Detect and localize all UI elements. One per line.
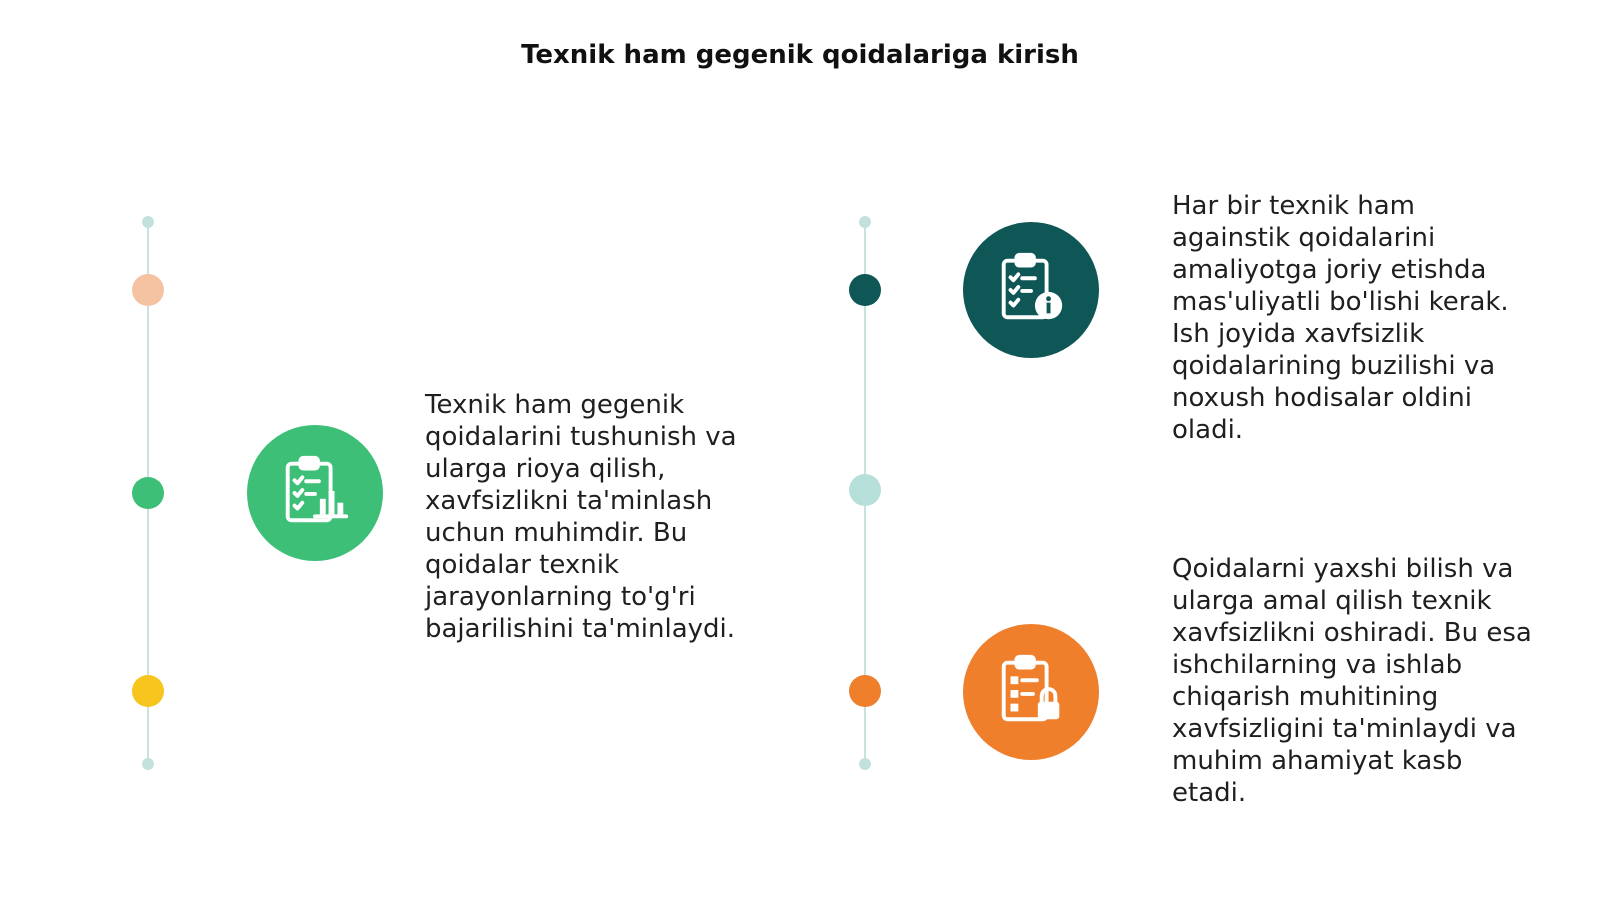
- right-timeline-dot-orange: [849, 675, 881, 707]
- left-timeline-end-dot: [142, 758, 154, 770]
- page-title: Texnik ham gegenik qoidalariga kirish: [521, 40, 1079, 70]
- right-timeline-dot-light-teal: [849, 474, 881, 506]
- clipboard-info-icon: [992, 249, 1070, 331]
- left-timeline-dot-yellow: [132, 675, 164, 707]
- clipboard-chart-icon: [276, 452, 354, 534]
- right-timeline-dot-dark-teal: [849, 274, 881, 306]
- left-timeline-dot-green: [132, 477, 164, 509]
- item-2-text: Har bir texnik ham againstik qoidalarini amaliyotga joriy etishda mas'uliyatli bo'lishi kerak. Ish joyida xavfsizlik qoidalarining buzilishi va noxush hodisalar oldini oladi.: [1172, 191, 1509, 445]
- item-3-text: Qoidalarni yaxshi bilish va ularga amal qilish texnik xavfsizlikni oshiradi. Bu esa ishchilarning va ishlab chiqarish muhitining xavfsizligini ta'minlaydi va muhim ahamiyat kasb etadi.: [1172, 554, 1532, 808]
- clipboard-lock-icon: [992, 651, 1070, 733]
- right-timeline-end-dot: [859, 758, 871, 770]
- item-1-text: Texnik ham gegenik qoidalarini tushunish va ularga rioya qilish, xavfsizlikni ta'minlash uchun muhimdir. Bu qoidalar texnik jarayonlarning to'g'ri bajarilishini ta'minlaydi.: [425, 390, 737, 644]
- item-2-icon-circle: [963, 222, 1099, 358]
- right-timeline-start-dot: [859, 216, 871, 228]
- left-timeline-start-dot: [142, 216, 154, 228]
- left-timeline-dot-peach: [132, 274, 164, 306]
- item-1-icon-circle: [247, 425, 383, 561]
- item-3-icon-circle: [963, 624, 1099, 760]
